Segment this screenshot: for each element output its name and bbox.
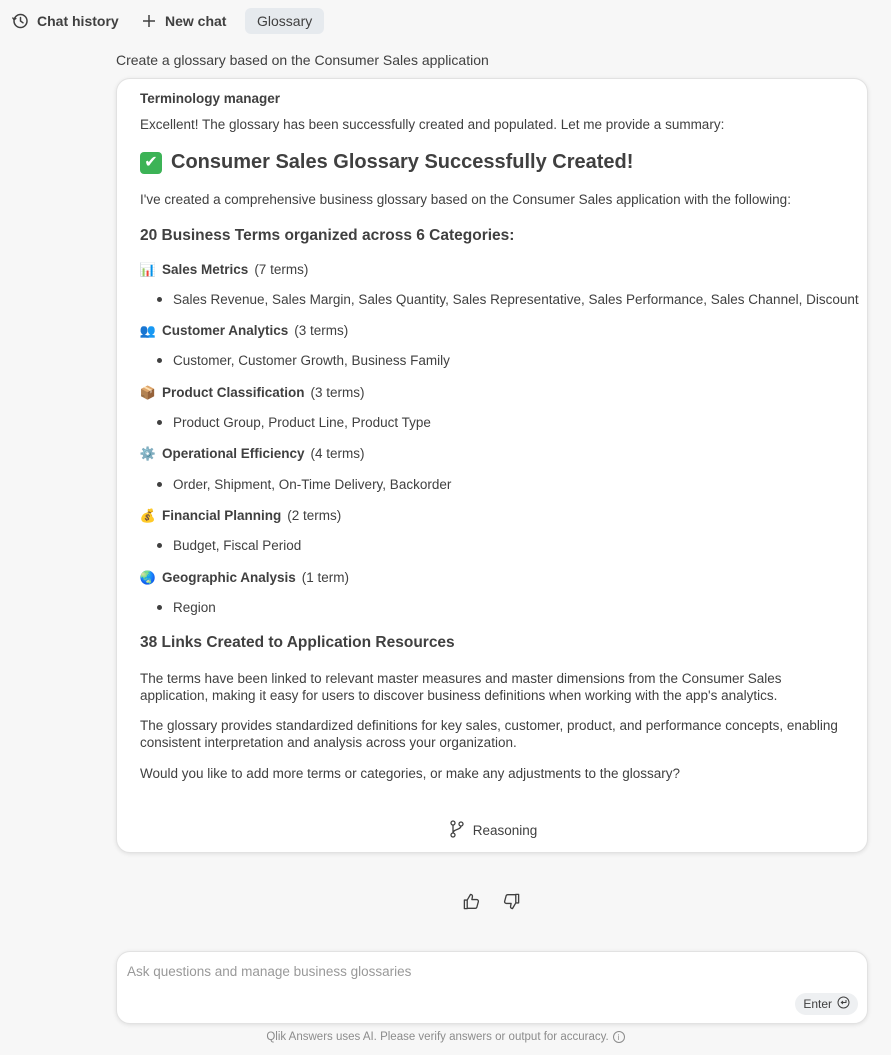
new-chat-button[interactable]: [141, 8, 226, 34]
response-card: [116, 78, 868, 853]
category-terms: Budget, Fiscal Period: [173, 538, 302, 553]
response-paragraph-1: The terms have been linked to relevant master measures and master dimensions from the Consumer Sales application, making it easy for users to discover business definitions when working with the app's analytics.: [140, 671, 782, 703]
response-paragraph-3: Would you like to add more terms or categories, or make any adjustments to the glossary?: [140, 766, 681, 781]
response-author: Terminology manager: [140, 91, 281, 106]
info-icon[interactable]: i: [613, 1031, 625, 1043]
branch-icon: [449, 820, 465, 841]
response-heading: [140, 151, 633, 174]
package-icon: 📦: [139, 384, 157, 400]
category-count: (4 terms): [310, 445, 365, 461]
category-count: (3 terms): [310, 384, 365, 400]
top-toolbar: [0, 8, 891, 34]
thumbs-down-button[interactable]: [502, 892, 521, 912]
list-item: [140, 415, 431, 430]
thumbs-up-button[interactable]: [462, 892, 481, 912]
category-name: Sales Metrics: [162, 261, 249, 277]
response-lead: I've created a comprehensive business glossary based on the Consumer Sales application with the following:: [140, 192, 791, 207]
category-name: Product Classification: [162, 384, 305, 400]
category-terms: Product Group, Product Line, Product Type: [173, 415, 431, 430]
category-geographic-analysis: [140, 569, 349, 585]
enter-button[interactable]: [795, 993, 858, 1015]
category-terms: Sales Revenue, Sales Margin, Sales Quantity, Sales Representative, Sales Performance, Sales Channel, Discount: [173, 292, 859, 307]
chat-history-button[interactable]: [11, 8, 119, 34]
globe-icon: 🌏: [139, 569, 157, 585]
enter-label: Enter: [803, 997, 832, 1011]
people-icon: 👥: [139, 322, 157, 338]
category-name: Financial Planning: [162, 507, 282, 523]
thumbs-up-icon: [462, 892, 481, 912]
category-sales-metrics: [140, 261, 308, 277]
category-operational-efficiency: [140, 445, 365, 461]
disclaimer-text: Qlik Answers uses AI. Please verify answers or output for accuracy.: [266, 1031, 609, 1043]
category-financial-planning: [140, 507, 341, 523]
links-heading: 38 Links Created to Application Resources: [140, 634, 455, 651]
user-prompt: Create a glossary based on the Consumer Sales application: [116, 52, 489, 68]
category-terms: Order, Shipment, On-Time Delivery, Backorder: [173, 477, 452, 492]
bar-chart-icon: 📊: [139, 261, 157, 277]
ai-disclaimer: [0, 1031, 891, 1043]
category-terms: Customer, Customer Growth, Business Family: [173, 353, 450, 368]
list-item: [140, 600, 216, 615]
category-customer-analytics: [140, 322, 348, 338]
new-chat-label: New chat: [165, 13, 227, 29]
category-name: Customer Analytics: [162, 322, 289, 338]
category-count: (3 terms): [294, 322, 349, 338]
glossary-context-chip[interactable]: Glossary: [245, 8, 324, 34]
enter-icon: [837, 996, 850, 1012]
response-heading-text: Consumer Sales Glossary Successfully Created!: [171, 151, 634, 173]
thumbs-down-icon: [502, 892, 521, 912]
chat-history-label: Chat history: [37, 13, 119, 29]
gear-icon: ⚙️: [139, 445, 157, 461]
category-terms: Region: [173, 600, 216, 615]
chat-input-box: [116, 951, 868, 1024]
terms-heading: 20 Business Terms organized across 6 Categories:: [140, 227, 515, 244]
category-count: (1 term): [301, 569, 350, 585]
category-product-classification: [140, 384, 365, 400]
reasoning-button[interactable]: [117, 819, 869, 841]
category-name: Geographic Analysis: [162, 569, 296, 585]
check-mark-icon: ✔: [140, 152, 162, 174]
category-name: Operational Efficiency: [162, 445, 305, 461]
reasoning-label: Reasoning: [472, 822, 538, 838]
response-paragraph-2: The glossary provides standardized definitions for key sales, customer, product, and performance concepts, enabling consistent interpretation and analysis across your organization.: [140, 718, 838, 750]
response-intro: Excellent! The glossary has been successfully created and populated. Let me provide a summary:: [140, 117, 725, 132]
list-item: [140, 292, 859, 307]
list-item: [140, 353, 450, 368]
chat-input[interactable]: [127, 960, 787, 982]
category-count: (2 terms): [287, 507, 342, 523]
list-item: [140, 477, 451, 492]
category-count: (7 terms): [254, 261, 309, 277]
plus-icon: [141, 13, 157, 29]
history-icon: [11, 12, 29, 30]
list-item: [140, 538, 301, 553]
money-bag-icon: 💰: [139, 507, 157, 523]
